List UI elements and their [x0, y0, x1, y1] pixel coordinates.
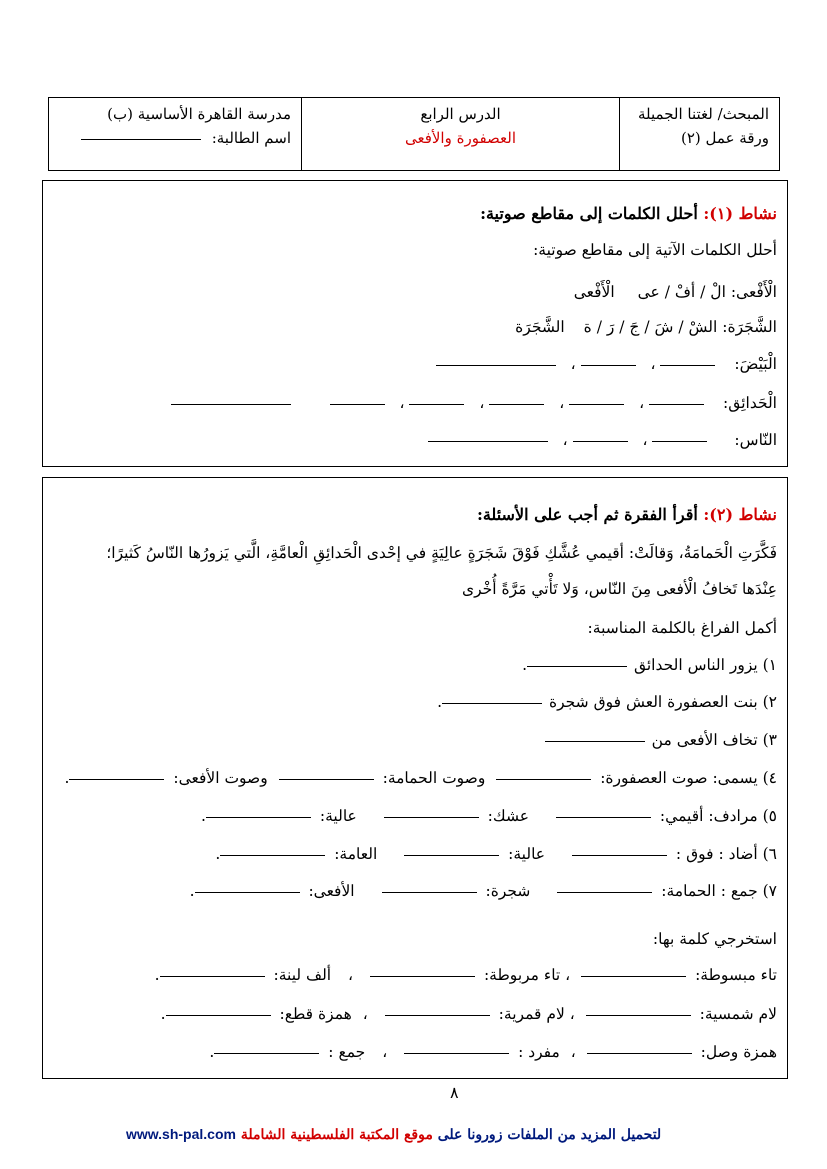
- example1-word: الْأَفْعى:: [730, 283, 777, 301]
- header-lesson-cell: [301, 98, 619, 170]
- e1-sep-1: ،: [565, 966, 571, 984]
- e2-part-c: همزة قطع:: [279, 1005, 352, 1023]
- example2-word: الشَّجَرَة:: [722, 318, 777, 336]
- e3-blank-3[interactable]: [214, 1052, 319, 1054]
- example2-row: [515, 318, 777, 336]
- word2-sep-3: ،: [479, 394, 485, 412]
- footer-site-name[interactable]: موقع المكتبة الفلسطينية الشاملة: [240, 1127, 433, 1143]
- q4-part-c: وصوت الأفعى:: [173, 769, 268, 787]
- word2-blank-3[interactable]: [489, 403, 544, 405]
- q4-blank-2[interactable]: [279, 778, 374, 780]
- question-6: [215, 845, 777, 863]
- e2-sep-1: ،: [569, 1005, 575, 1023]
- word1-blank-2[interactable]: [581, 364, 636, 366]
- example1-row: [574, 283, 777, 301]
- q2-dot: .: [437, 693, 443, 711]
- q7-blank-3[interactable]: [195, 891, 300, 893]
- q7-part-a: ٧) جمع : الحمامة:: [661, 882, 777, 900]
- header-school-cell: [47, 98, 301, 170]
- word3-row: [428, 431, 777, 449]
- student-name-blank[interactable]: [81, 138, 201, 140]
- footer: [126, 1126, 661, 1143]
- page-number: ٨: [450, 1083, 459, 1102]
- e3-blank-2[interactable]: [404, 1052, 509, 1054]
- q3-text: ٣) تخاف الأفعى من: [651, 731, 777, 749]
- question-3: [545, 731, 777, 749]
- word3-blank-3[interactable]: [428, 440, 548, 442]
- word1-label: الْبَيْضَ:: [734, 355, 777, 373]
- word1-sep-2: ،: [570, 355, 576, 373]
- example2-parts: الشْ / شَ / جَ / رَ / ة: [583, 318, 718, 336]
- e3-blank-1[interactable]: [587, 1052, 692, 1054]
- word1-sep-1: ،: [650, 355, 656, 373]
- q7-part-c: الأفعى:: [308, 882, 355, 900]
- q6-blank-2[interactable]: [404, 854, 499, 856]
- q6-blank-1[interactable]: [572, 854, 667, 856]
- q5-dot: .: [201, 807, 206, 825]
- header-subject-cell: [619, 98, 779, 170]
- word2-sep-1: ،: [639, 394, 645, 412]
- word2-sep-4: ،: [399, 394, 405, 412]
- q5-blank-2[interactable]: [384, 816, 479, 818]
- e3-dot: .: [209, 1043, 215, 1061]
- e2-dot: .: [160, 1005, 166, 1023]
- activity1-instruction: أحلل الكلمات الآتية إلى مقاطع صوتية:: [533, 241, 777, 259]
- q4-blank-3[interactable]: [69, 778, 164, 780]
- word2-sep-2: ،: [559, 394, 565, 412]
- lesson-title: العصفورة والأفعى: [404, 129, 517, 147]
- q4-part-a: ٤) يسمى: صوت العصفورة:: [600, 769, 777, 787]
- e2-part-a: لام شمسية:: [699, 1005, 777, 1023]
- e1-part-a: تاء مبسوطة:: [695, 966, 777, 984]
- activity1-title: أحلل الكلمات إلى مقاطع صوتية:: [480, 204, 698, 223]
- q5-part-c: عالية:: [319, 807, 357, 825]
- q6-blank-3[interactable]: [220, 854, 325, 856]
- q4-dot: .: [64, 769, 70, 787]
- q1-blank[interactable]: [527, 665, 627, 667]
- paragraph-line-1: فَكَّرَتِ الْحَمامَةُ، وَقالَتْ: أقيمي عُشَّكِ فَوْقَ شَجَرَةٍ عالِيَةٍ في إحْدى الْحَدائِقِ الْعامَّةِ، الَّتي يَزورُها النّاسُ كَثيرًا؛: [106, 544, 777, 562]
- extract-instruction: استخرجي كلمة بها:: [652, 930, 777, 948]
- q4-blank-1[interactable]: [496, 778, 591, 780]
- activity1-label: نشاط (١):: [703, 204, 777, 223]
- e1-part-c: ألف لينة:: [273, 966, 332, 984]
- question-2: [437, 693, 777, 711]
- example2-result: الشَّجَرَة: [515, 318, 565, 336]
- extract-row-2: [161, 1005, 777, 1023]
- q4-part-b: وصوت الحمامة:: [382, 769, 486, 787]
- e3-sep-1: ،: [570, 1043, 576, 1061]
- word1-row: [436, 355, 777, 373]
- e2-part-b: لام قمرية:: [498, 1005, 565, 1023]
- worksheet-number: ورقة عمل (٢): [681, 129, 769, 147]
- lesson-number: الدرس الرابع: [420, 105, 501, 123]
- footer-text: لتحميل المزيد من الملفات زورونا على: [437, 1127, 662, 1143]
- activity2-title: أقرأ الفقرة ثم أجب على الأسئلة:: [476, 505, 698, 524]
- word2-row: [171, 394, 777, 412]
- q7-part-b: شجرة:: [485, 882, 531, 900]
- extract-row-1: [155, 966, 777, 984]
- example1-parts: الْ / أفْ / عى: [637, 283, 726, 301]
- paragraph-line-2: عِنْدَها تَخافُ الْأفعى مِنَ النّاس، وَلا تَأْتي مَرَّةً أُخْرى: [461, 580, 777, 598]
- activity2-label: نشاط (٢):: [703, 505, 777, 524]
- e3-part-a: همزة وصل:: [700, 1043, 777, 1061]
- q1-text: ١) يزور الناس الحدائق: [633, 656, 777, 674]
- e1-dot: .: [154, 966, 160, 984]
- q6-part-c: العامة:: [334, 845, 378, 863]
- q3-blank[interactable]: [545, 740, 645, 742]
- activity1-heading: [480, 204, 777, 223]
- q7-blank-2[interactable]: [382, 891, 477, 893]
- q2-text: ٢) بنت العصفورة العش فوق شجرة: [549, 693, 777, 711]
- e3-sep-2: ،: [382, 1043, 388, 1061]
- word2-label: الْحَدائِق:: [723, 394, 777, 412]
- word2-blank-2[interactable]: [569, 403, 624, 405]
- question-5: [201, 807, 777, 825]
- word3-blank-1[interactable]: [652, 440, 707, 442]
- e1-blank-2[interactable]: [370, 975, 475, 977]
- e3-part-c: جمع :: [328, 1043, 366, 1061]
- e2-sep-2: ،: [362, 1005, 368, 1023]
- word3-blank-2[interactable]: [573, 440, 628, 442]
- e2-blank-3[interactable]: [166, 1014, 271, 1016]
- q2-blank[interactable]: [442, 702, 542, 704]
- word3-sep-2: ،: [562, 431, 568, 449]
- q5-blank-1[interactable]: [556, 816, 651, 818]
- subject: المبحث/ لغتنا الجميلة: [638, 105, 769, 123]
- student-name-row: [57, 126, 291, 150]
- q5-part-b: عشك:: [487, 807, 530, 825]
- q5-blank-3[interactable]: [206, 816, 311, 818]
- word1-blank-1[interactable]: [660, 364, 715, 366]
- word1-blank-3[interactable]: [436, 364, 556, 366]
- example1-result: الْأَفْعى: [573, 283, 615, 301]
- e3-part-b: مفرد :: [518, 1043, 560, 1061]
- e1-sep-2: ،: [348, 966, 354, 984]
- student-name-label: اسم الطالبة:: [211, 129, 291, 147]
- word3-label: النّاس:: [734, 431, 777, 449]
- activity2-heading: [477, 505, 777, 524]
- q7-dot: .: [189, 882, 195, 900]
- q7-blank-1[interactable]: [557, 891, 652, 893]
- word2-blank-1[interactable]: [649, 403, 704, 405]
- fill-instruction: أكمل الفراغ بالكلمة المناسبة:: [587, 619, 777, 637]
- e1-blank-1[interactable]: [581, 975, 686, 977]
- question-7: [190, 882, 777, 900]
- q1-dot: .: [522, 656, 527, 674]
- question-4: [64, 769, 777, 787]
- e2-blank-2[interactable]: [385, 1014, 490, 1016]
- word2-blank-6[interactable]: [171, 403, 291, 405]
- school-name: مدرسة القاهرة الأساسية (ب): [107, 105, 291, 123]
- q6-dot: .: [215, 845, 221, 863]
- word2-blank-5[interactable]: [330, 403, 385, 405]
- word2-blank-4[interactable]: [409, 403, 464, 405]
- extract-row-3: [209, 1043, 777, 1061]
- q5-part-a: ٥) مرادف: أقيمي:: [659, 807, 777, 825]
- footer-url[interactable]: www.sh-pal.com: [126, 1126, 236, 1142]
- e1-blank-3[interactable]: [160, 975, 265, 977]
- e1-part-b: تاء مربوطة:: [483, 966, 561, 984]
- word3-sep-1: ،: [642, 431, 648, 449]
- question-1: [522, 656, 777, 674]
- q6-part-a: ٦) أضاد : فوق :: [675, 845, 777, 863]
- e2-blank-1[interactable]: [586, 1014, 691, 1016]
- q6-part-b: عالية:: [508, 845, 546, 863]
- header-table: [48, 97, 780, 171]
